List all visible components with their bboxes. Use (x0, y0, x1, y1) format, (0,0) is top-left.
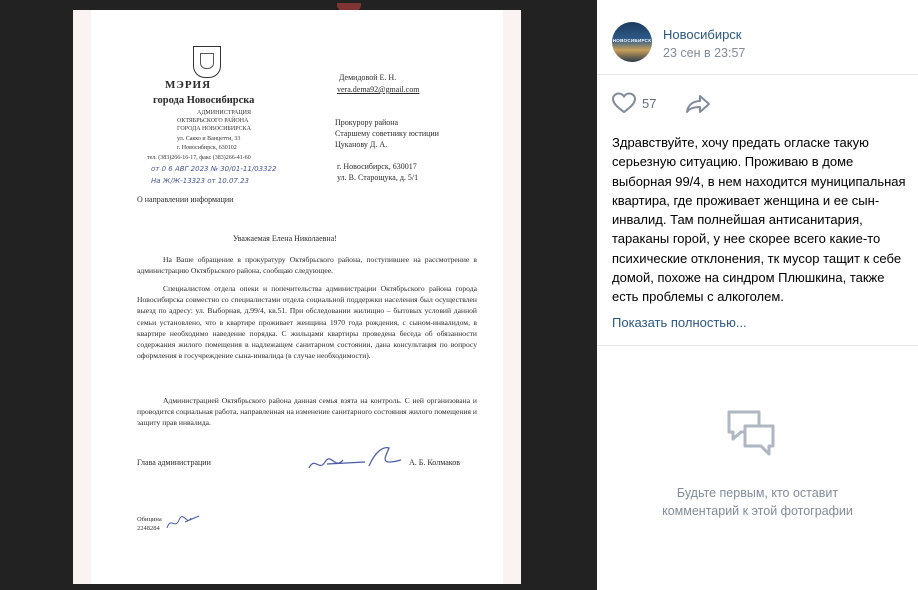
document-photo[interactable] (73, 10, 521, 584)
admin-line: ОКТЯБРЬСКОГО РАЙОНА (177, 118, 249, 124)
admin-phone: тел. (383)266-16-17, факс (383)266-41-60 (147, 155, 251, 161)
signature-icon (305, 442, 405, 474)
admin-street: ул. Сакко и Ванцетти, 33 (177, 136, 241, 142)
empty-comments-text: Будьте первым, кто оставит комментарий к этой фотографии (662, 486, 853, 518)
copy-street: ул. В. Старощука, д. 5/1 (337, 173, 419, 182)
like-count: 57 (642, 96, 657, 111)
signer-name: А. Б. Колмаков (409, 458, 461, 467)
post-actions (597, 74, 918, 128)
admin-line: ГОРОДА НОВОСИБИРСКА (177, 126, 251, 132)
comments-icon (723, 408, 779, 460)
paragraph: Специалистом отдела опеки и попечительства администрации Октябрьского района города Новосибирска совместно со специалистами отдела социальной поддержки населения был осуществлен выезд по адресу: ул. Выборная, д.99/4, кв.51. При обследовании жилищно – бытовых условий данной семьи установлено, что в квартире проживает женщина 1970 года рождения, с сыном-инвалидом, в квартире необходимо наведение порядка. С жильцами квартиры проведена беседа об обязанности содержания жилого помещения в надлежащем санитарном состоянии, дана консультация по вопросу оформления в госучреждение сына-инвалида (в случае необходимости). (137, 284, 477, 361)
coat-of-arms-icon (193, 46, 221, 78)
paragraph: На Ваше обращение в прокуратуру Октябрьского района, поступившее на рассмотрение в администрацию Октябрьского района, сообщаю следующее. (137, 255, 477, 276)
admin-line: АДМИНИСТРАЦИЯ (197, 110, 251, 116)
copy-line: Прокурору района (335, 118, 399, 127)
copy-line: Цуканову Д. А. (335, 140, 388, 149)
share-icon[interactable] (685, 94, 711, 114)
post-text: Здравствуйте, хочу предать огласке такую серьезную ситуацию. Проживаю в доме выборная 99/4, в нем находится муниципальная квартира, где проживает женщина и ее сын-инвалид. Там полнейшая антисанитария, тараканы горой, у нее скорее всего какие-то психические отклонения, тк мусор тащит к себе домой, похоже на синдром Плюшкина, также есть проблемы с алкоголем. (612, 135, 906, 305)
show-more-link[interactable]: Показать полностью... (612, 315, 747, 330)
divider (597, 345, 918, 346)
post-time[interactable]: 23 сен в 23:57 (663, 46, 746, 60)
avatar[interactable] (612, 22, 652, 62)
post-sidebar (597, 0, 918, 590)
admin-city: г. Новосибирск, 630102 (177, 145, 237, 151)
reference-out: от 0 6 АВГ 2023 № 30/01-11/03322 (151, 165, 277, 173)
recipient-email: vera.dema92@gmail.com (337, 85, 420, 94)
executor-name: Обицина (137, 516, 162, 523)
greeting: Уважаемая Елена Николаевна! (233, 234, 337, 243)
like-icon[interactable] (611, 92, 637, 114)
subject: О направлении информации (137, 195, 234, 204)
recipient-name: Демидовой Е. Н. (339, 73, 397, 82)
mayor-title: МЭРИЯ (165, 79, 212, 91)
post-header (597, 0, 918, 75)
author-link[interactable]: Новосибирск (663, 27, 742, 42)
signer-title: Глава администрации (137, 458, 211, 467)
copy-city: г. Новосибирск, 630017 (337, 162, 417, 171)
executor-phone: 2248284 (137, 525, 160, 532)
initials-signature-icon (165, 512, 201, 532)
copy-line: Старшему советнику юстиции (335, 129, 439, 138)
paragraph: Администрацией Октябрьского района данная семья взята на контроль. С ней организована и проводится социальная работа, направленная на изменение санитарного состояния жилого помещения и защиту прав инвалида. (137, 396, 477, 428)
city-title: города Новосибирска (153, 95, 255, 106)
reference-in: На Ж/Ж-13323 от 10.07.23 (151, 177, 249, 185)
letter (73, 10, 521, 584)
avatar-label: НОВОСИБИРСК (612, 38, 652, 43)
